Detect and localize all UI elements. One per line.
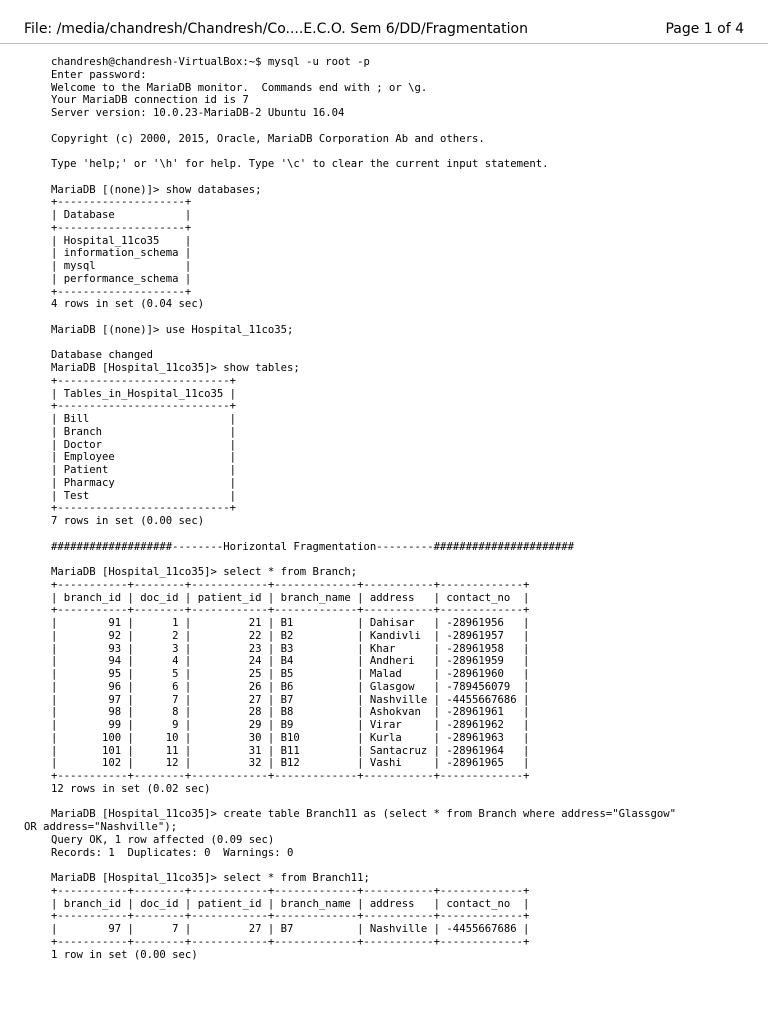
- terminal-line: | Patient |: [51, 464, 236, 476]
- terminal-line: MariaDB [Hospital_11co35]> select * from Branch11;: [51, 872, 370, 884]
- header-divider: [0, 43, 768, 44]
- terminal-line: | Doctor |: [51, 438, 236, 451]
- terminal-line: Type 'help;' or '\h' for help. Type '\c' to clear the current input statement.: [51, 158, 549, 170]
- terminal-line: +--------------------+: [51, 221, 192, 234]
- terminal-line: | Pharmacy |: [51, 476, 236, 489]
- terminal-line: OR address="Nashville");: [24, 821, 178, 833]
- page-number: Page 1 of 4: [665, 21, 744, 37]
- terminal-line: [0, 553, 768, 566]
- terminal-line: | 94 | 4 | 24 | B4 | Andheri | -28961959 |: [51, 655, 530, 668]
- terminal-line: Server version: 10.0.23-MariaDB-2 Ubuntu 16.04: [51, 107, 345, 119]
- terminal-line: 7 rows in set (0.00 sec): [51, 515, 205, 527]
- terminal-line: | 99 | 9 | 29 | B9 | Virar | -28961962 |: [51, 719, 530, 731]
- terminal-line: | Hospital_11co35 |: [51, 234, 192, 247]
- terminal-line: +-----------+--------+------------+-------------+-----------+-------------+: [51, 884, 530, 897]
- terminal-line: | Employee |: [51, 451, 236, 464]
- terminal-line: | 97 | 7 | 27 | B7 | Nashville | -4455667686 |: [51, 693, 530, 706]
- terminal-line: +-----------+--------+------------+-------------+-----------+-------------+: [51, 935, 530, 948]
- terminal-line: 12 rows in set (0.02 sec): [51, 782, 211, 795]
- terminal-line: +-----------+--------+------------+-------------+-----------+-------------+: [51, 770, 530, 782]
- terminal-line: | 98 | 8 | 28 | B8 | Ashokvan | -28961961 |: [51, 706, 530, 719]
- terminal-line: +-----------+--------+------------+-------------+-----------+-------------+: [51, 578, 530, 591]
- terminal-line: | Tables_in_Hospital_11co35 |: [51, 387, 236, 400]
- terminal-line: MariaDB [Hospital_11co35]> show tables;: [51, 362, 300, 374]
- terminal-transcript: [0, 56, 768, 961]
- terminal-line: | performance_schema |: [51, 272, 192, 285]
- terminal-line: [0, 337, 768, 350]
- terminal-line: +---------------------------+: [51, 400, 236, 413]
- terminal-line: Records: 1 Duplicates: 0 Warnings: 0: [51, 846, 294, 859]
- terminal-line: | Database |: [51, 209, 192, 221]
- terminal-line: [0, 145, 768, 158]
- terminal-line: | branch_id | doc_id | patient_id | branch_name | address | contact_no |: [51, 897, 530, 910]
- terminal-line: | branch_id | doc_id | patient_id | branch_name | address | contact_no |: [51, 591, 530, 604]
- terminal-line: | information_schema |: [51, 247, 192, 260]
- terminal-line: | 96 | 6 | 26 | B6 | Glasgow | -789456079 |: [51, 680, 530, 693]
- terminal-line: +--------------------+: [51, 196, 192, 209]
- terminal-line: | 93 | 3 | 23 | B3 | Khar | -28961958 |: [51, 642, 530, 655]
- terminal-line: +---------------------------+: [51, 374, 236, 387]
- terminal-line: MariaDB [Hospital_11co35]> select * from Branch;: [51, 566, 358, 578]
- terminal-line: | Branch |: [51, 425, 236, 438]
- terminal-line: | Test |: [51, 489, 236, 502]
- terminal-line: +---------------------------+: [51, 502, 236, 515]
- file-path: File: /media/chandresh/Chandresh/Co....E.C.O. Sem 6/DD/Fragmentation: [24, 21, 528, 37]
- terminal-line: Copyright (c) 2000, 2015, Oracle, MariaDB Corporation Ab and others.: [51, 132, 485, 145]
- terminal-line: | Bill |: [51, 413, 236, 425]
- terminal-line: MariaDB [(none)]> use Hospital_11co35;: [51, 323, 294, 336]
- terminal-line: | 92 | 2 | 22 | B2 | Kandivli | -28961957 |: [51, 629, 530, 642]
- terminal-line: | 102 | 12 | 32 | B12 | Vashi | -28961965 |: [51, 757, 530, 770]
- terminal-line: Database changed: [51, 349, 154, 362]
- terminal-line: +--------------------+: [51, 285, 192, 298]
- terminal-line: chandresh@chandresh-VirtualBox:~$ mysql -u root -p: [51, 56, 370, 68]
- terminal-line: | 95 | 5 | 25 | B5 | Malad | -28961960 |: [51, 668, 530, 680]
- terminal-line: [0, 120, 768, 133]
- terminal-line: MariaDB [(none)]> show databases;: [51, 183, 262, 196]
- page-header: [0, 0, 768, 44]
- terminal-line: | mysql |: [51, 260, 192, 272]
- terminal-line: Welcome to the MariaDB monitor. Commands end with ; or \g.: [51, 81, 428, 94]
- terminal-line: 4 rows in set (0.04 sec): [51, 298, 205, 311]
- terminal-line: | 100 | 10 | 30 | B10 | Kurla | -28961963 |: [51, 731, 530, 744]
- terminal-line: [0, 528, 768, 541]
- terminal-line: Enter password:: [51, 68, 147, 81]
- terminal-line: Query OK, 1 row affected (0.09 sec): [51, 833, 275, 846]
- terminal-line: | 91 | 1 | 21 | B1 | Dahisar | -28961956 |: [51, 617, 530, 629]
- terminal-line: +-----------+--------+------------+-------------+-----------+-------------+: [51, 910, 530, 923]
- terminal-line: [0, 859, 768, 872]
- terminal-line: +-----------+--------+------------+-------------+-----------+-------------+: [51, 604, 530, 617]
- terminal-line: 1 row in set (0.00 sec): [51, 948, 198, 961]
- terminal-line: Your MariaDB connection id is 7: [51, 94, 249, 107]
- terminal-line: | 101 | 11 | 31 | B11 | Santacruz | -28961964 |: [51, 744, 530, 757]
- terminal-line: | 97 | 7 | 27 | B7 | Nashville | -4455667686 |: [51, 923, 530, 935]
- terminal-line: [0, 311, 768, 324]
- terminal-line: [0, 171, 768, 184]
- terminal-line: ###################--------Horizontal Fragmentation---------######################: [51, 540, 574, 553]
- terminal-line: MariaDB [Hospital_11co35]> create table Branch11 as (select * from Branch where address="Glassgow": [51, 808, 677, 821]
- terminal-line: [0, 796, 768, 809]
